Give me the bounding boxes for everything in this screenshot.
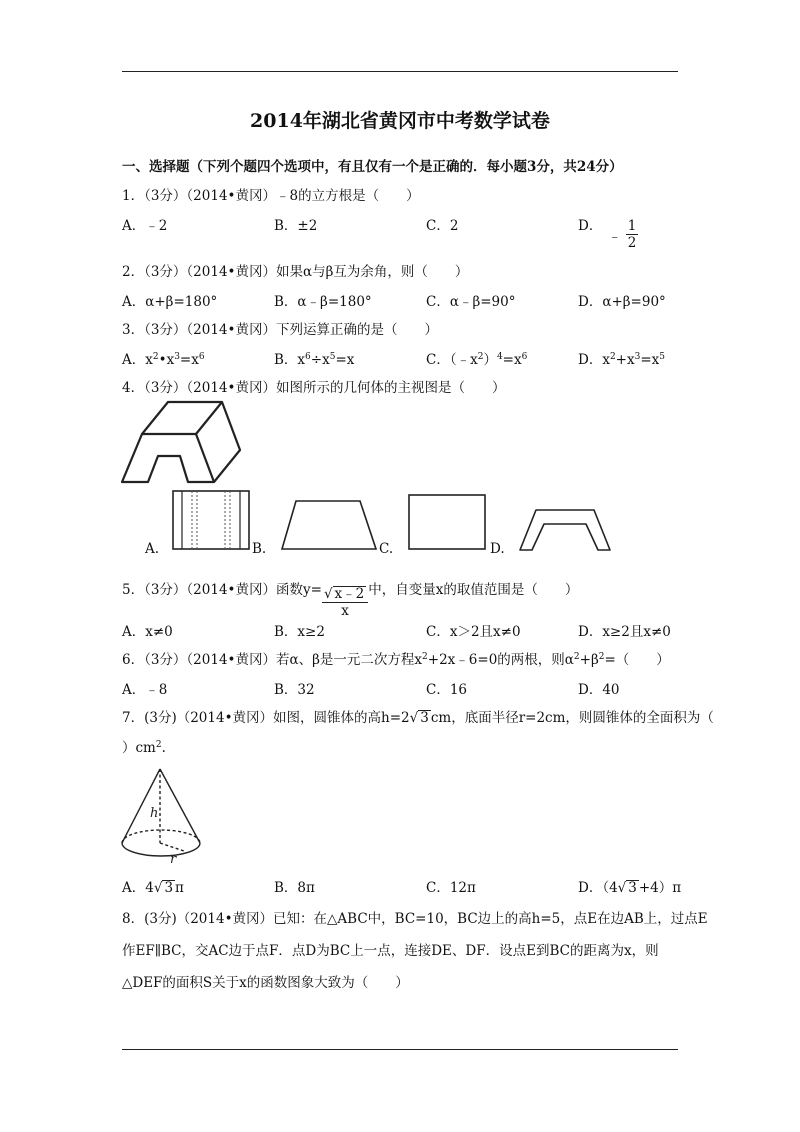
q1-option-d — [578, 214, 602, 234]
solid-front-face — [122, 434, 214, 482]
q6-option-c: C．16 — [426, 682, 468, 698]
q7-option-c: C．12π — [426, 880, 476, 896]
q4-option-b-label: B. — [252, 541, 267, 557]
question-7-line-1: 7．(3分)（2014•黄冈）如图，圆锥体的高h=2√ 3 cm，底面半径r=2cm，则圆锥体的全面积为（ — [122, 710, 714, 726]
q5-option-d: D．x≥2且x≠0 — [578, 624, 671, 640]
q6-option-a: A．﹣8 — [122, 682, 168, 698]
q7-cone-figure — [118, 765, 208, 865]
q3-option-c: C．$(﹣x^2)^4=x^6$ — [426, 352, 528, 368]
question-8-line-2: 作EF∥BC，交AC边于点F．点D为BC上一点，连接DE、DF．设点E到BC的距离为x，则 — [122, 943, 659, 959]
cone-label-h: h — [150, 806, 159, 821]
q5-option-a: A．x≠0 — [122, 624, 173, 640]
question-6-stem: 6．（3分）（2014•黄冈）若α、β是一元二次方程$x^2+2x﹣6=0$的两根，则$\alpha^2+\beta^2=$（ ） — [122, 652, 670, 668]
question-8-line-1: 8．(3分)（2014•黄冈）已知：在△ABC中，BC=10，BC边上的高h=5，点E在边AB上，过点E — [122, 911, 708, 927]
q3-option-b: B．$x^6\div x^5=x$ — [274, 352, 355, 368]
fraction-numerator: 1 — [627, 218, 637, 234]
q4-option-a-label: A. — [145, 541, 160, 557]
solid-top-face — [142, 402, 222, 434]
q4-option-a-figure — [172, 490, 252, 552]
q5-stem-post: 中，自变量x的取值范围是（ ） — [368, 582, 579, 598]
q5-option-c: C．x＞2且x≠0 — [426, 624, 521, 640]
q1-option-d-fraction — [608, 218, 638, 251]
question-8-line-3: △DEF的面积S关于x的函数图象大致为（ ） — [122, 975, 409, 991]
q6-option-b: B．32 — [274, 682, 315, 698]
question-7-line-2: ）$cm^2$. — [122, 740, 166, 756]
q4-option-c-figure — [408, 494, 488, 552]
q7-option-b: B．8π — [274, 880, 315, 896]
header-rule — [122, 71, 678, 72]
q5-option-b: B．x≥2 — [274, 624, 325, 640]
q2-option-d: D．α+β=90° — [578, 294, 666, 310]
question-2-stem: 2．（3分）（2014•黄冈）如果α与β互为余角，则（ ） — [122, 264, 469, 280]
q2-option-b: B．α﹣β=180° — [274, 294, 372, 310]
solid-side-face — [214, 402, 240, 482]
q4-option-c-label: C. — [379, 541, 394, 557]
q1-option-d-label: D． — [578, 218, 603, 234]
question-4-stem: 4．（3分）（2014•黄冈）如图所示的几何体的主视图是（ ） — [122, 380, 506, 396]
q7-option-a: A．4√ 3 π — [122, 880, 184, 896]
q5-radicand: x﹣2 — [334, 586, 365, 602]
footer-rule — [122, 1049, 678, 1050]
question-5-stem — [122, 578, 578, 619]
q6-option-d: D．40 — [578, 682, 620, 698]
q7-option-d: D．（4√ 3 +4）π — [578, 880, 682, 896]
q1-option-c: C．2 — [426, 218, 459, 234]
fraction — [626, 218, 639, 251]
q5-function-fraction — [322, 586, 368, 619]
q1-option-b: B．±2 — [274, 218, 318, 234]
question-1-stem: 1．（3分）（2014•黄冈）﹣8的立方根是（ ） — [122, 188, 420, 204]
question-3-stem: 3．（3分）（2014•黄冈）下列运算正确的是（ ） — [122, 322, 438, 338]
q5-stem-pre: 5．（3分）（2014•黄冈）函数y= — [122, 582, 322, 598]
cone-label-r: r — [170, 852, 177, 867]
q4-option-d-figure — [518, 506, 614, 552]
q2-option-c: C．α﹣β=90° — [426, 294, 516, 310]
fraction-denominator: 2 — [627, 235, 637, 251]
q5-numerator: √ x﹣2 — [322, 586, 368, 603]
q3-option-a: A．$x^2•x^3=x^6$ — [122, 352, 205, 368]
section-heading: 一、选择题（下列个题四个选项中，有且仅有一个是正确的．每小题3分，共24分） — [122, 159, 623, 175]
q2-option-a: A．α+β=180° — [122, 294, 218, 310]
q4-option-b-figure — [280, 499, 380, 553]
q4-solid-figure — [118, 398, 258, 498]
q5-denominator: x — [341, 603, 349, 619]
q3-option-d: D．$x^2+x^3=x^5$ — [578, 352, 666, 368]
page-title: 2014年湖北省黄冈市中考数学试卷 — [250, 110, 550, 132]
q1-option-a: A．﹣2 — [122, 218, 168, 234]
q1-d-sign: ﹣ — [608, 228, 622, 245]
q4-option-d-label: D. — [490, 541, 505, 557]
